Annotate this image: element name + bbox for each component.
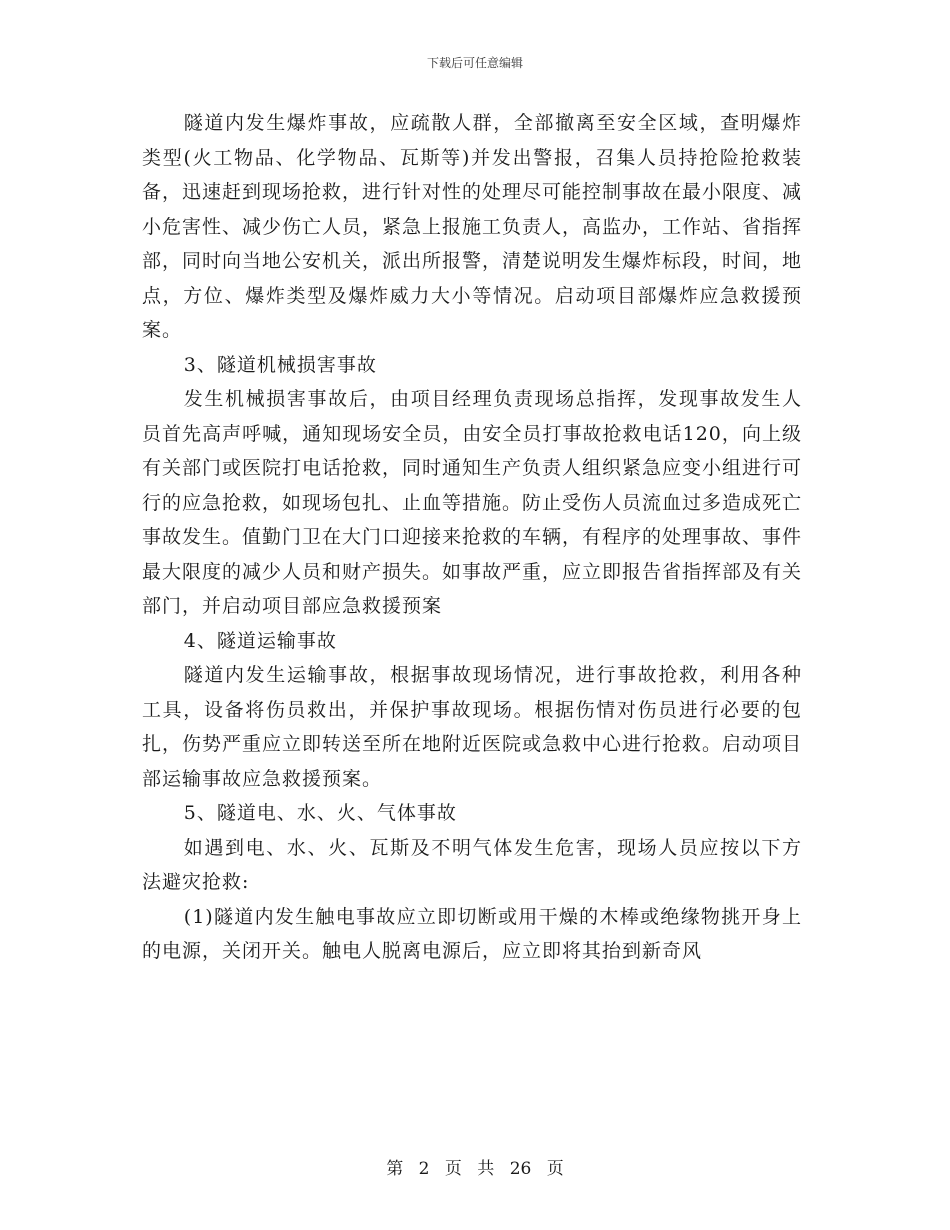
paragraph-hazard-intro: 如遇到电、水、火、瓦斯及不明气体发生危害，现场人员应按以下方法避灾抢救: [142, 836, 802, 893]
document-body [142, 106, 802, 969]
footer-label-total: 共 [477, 1159, 495, 1179]
paragraph-electric-shock: (1)隧道内发生触电事故应立即切断或用干燥的木棒或绝缘物挑开身上的电源，关闭开关。触电人脱离电源后，应立即将其抬到新奇风 [142, 905, 802, 962]
heading-electric-water-fire-gas: 5、隧道电、水、火、气体事故 [183, 802, 457, 824]
paragraph-mechanical-injury: 发生机械损害事故后，由项目经理负责现场总指挥，发现事故发生人员首先高声呼喊，通知现场安全员，由安全员打事故抢救电话120，向上级有关部门或医院打电话抢救，同时通知生产负责人组织紧急应变小组进行可行的应急抢救，如现场包扎、止血等措施。防止受伤人员流血过多造成死亡事故发生。值勤门卫在大门口迎接来抢救的车辆，有程序的处理事故、事件最大限度的减少人员和财产损失。如事故严重，应立即报告省指挥部及有关部门，并启动项目部应急救援预案 [142, 388, 803, 617]
paragraph-transport-accident: 隧道内发生运输事故，根据事故现场情况，进行事故抢救，利用各种工具，设备将伤员救出，并保护事故现场。根据伤情对伤员进行必要的包扎，伤势严重应立即转送至所在地附近医院或急救中心进行抢救。启动项目部运输事故应急救援预案。 [142, 664, 803, 790]
page-footer [0, 1154, 950, 1179]
paragraph-explosion: 隧道内发生爆炸事故，应疏散人群，全部撤离至安全区域，查明爆炸类型(火工物品、化学物品、瓦斯等)并发出警报，召集人员持抢险抢救装备，迅速赶到现场抢救，进行针对性的处理尽可能控制事故在最小限度、减小危害性、减少伤亡人员，紧急上报施工负责人，高监办，工作站、省指挥部，同时向当地公安机关，派出所报警，清楚说明发生爆炸标段，时间，地点，方位、爆炸类型及爆炸威力大小等情况。启动项目部爆炸应急救援预案。 [142, 112, 803, 341]
footer-label-page: 页 [444, 1159, 462, 1179]
footer-total-pages: 26 [509, 1159, 532, 1179]
footer-current-page: 2 [418, 1159, 430, 1179]
heading-transport-accident: 4、隧道运输事故 [183, 629, 337, 652]
page-header: 下载后可任意编辑 [426, 56, 523, 70]
footer-label-before: 第 [386, 1159, 404, 1179]
footer-label-after: 页 [546, 1159, 564, 1179]
heading-mechanical-injury: 3、隧道机械损害事故 [183, 353, 377, 376]
